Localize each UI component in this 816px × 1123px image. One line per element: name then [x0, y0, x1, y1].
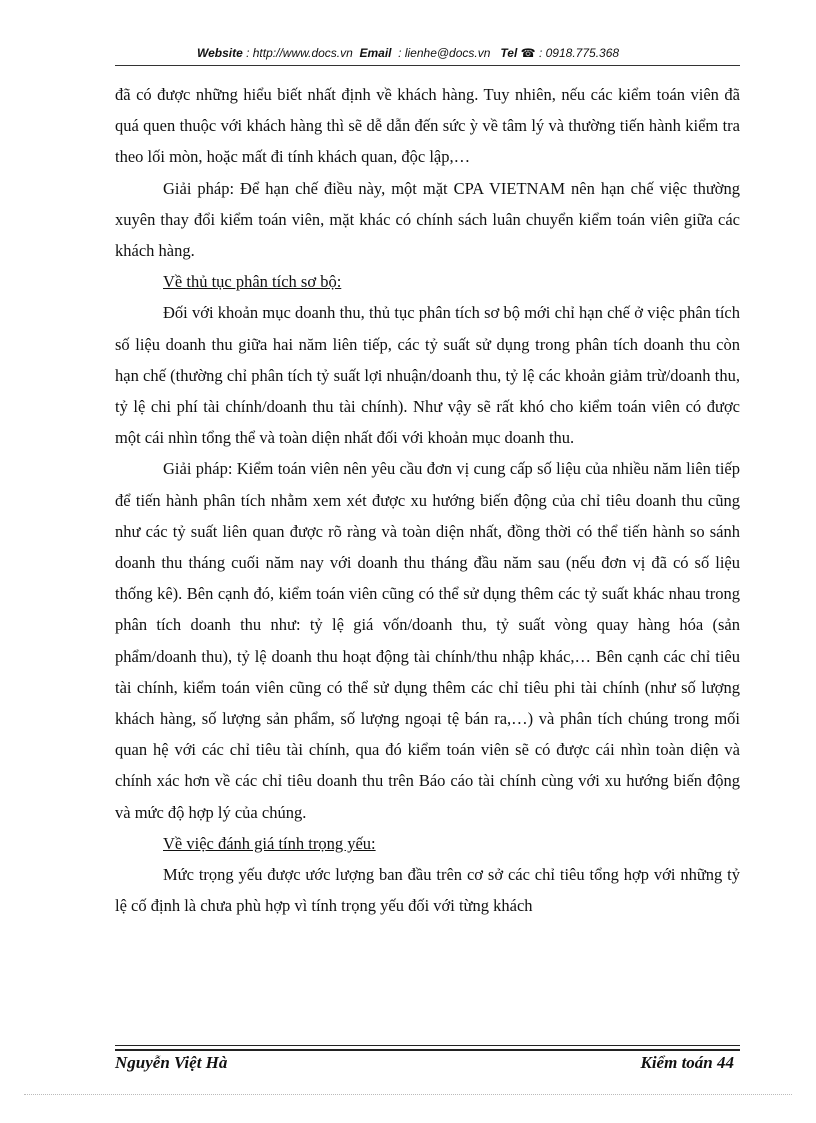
page-edge-divider — [24, 1094, 792, 1095]
paragraph: Giải pháp: Kiểm toán viên nên yêu cầu đơn vị cung cấp số liệu của nhiều năm liên tiếp để tiến hành phân tích nhằm xem xét được xu hướng biến động của chỉ tiêu doanh thu cũng như các tỷ suất liên quan được rõ ràng và toàn diện nhất, đồng thời có thể tiến hành so sánh doanh thu tháng cuối năm nay với doanh thu tháng đầu năm sau (nếu đơn vị đã có số liệu thống kê). Bên cạnh đó, kiểm toán viên cũng có thể sử dụng thêm các tỷ suất khác nhau trong phân tích doanh thu như: tỷ lệ giá vốn/doanh thu, tỷ suất vòng quay hàng hóa (sản phẩm/doanh thu), tỷ lệ doanh thu hoạt động tài chính/thu nhập khác,… Bên cạnh các chỉ tiêu tài chính, kiểm toán viên cũng có thể sử dụng thêm các chỉ tiêu phi tài chính (như số lượng khách hàng, số lượng sản phẩm, số lượng ngoại tệ bán ra,…) và phân tích chúng trong mối quan hệ với các chỉ tiêu tài chính, qua đó kiểm toán viên sẽ có được cái nhìn toàn diện và chính xác hơn về các chỉ tiêu doanh thu trên Báo cáo tài chính cùng với xu hướng biến động và mức độ hợp lý của chúng. — [115, 459, 740, 822]
page-footer — [115, 1053, 740, 1073]
phone-icon: ☎ — [520, 46, 536, 60]
section-heading — [115, 828, 740, 859]
footer-author: Nguyễn Việt Hà — [115, 1053, 228, 1072]
paragraph: Mức trọng yếu được ước lượng ban đầu trên cơ sở các chỉ tiêu tổng hợp với những tỷ lệ cố định là chưa phù hợp vì tính trọng yếu đối với từng khách — [115, 865, 740, 916]
section-heading-text: Về thủ tục phân tích sơ bộ: — [163, 272, 342, 292]
paragraph: Giải pháp: Để hạn chế điều này, một mặt CPA VIETNAM nên hạn chế việc thường xuyên thay đổi kiểm toán viên, mặt khác có chính sách luân chuyển kiểm toán viên giữa các khách hàng. — [115, 178, 740, 261]
page-header — [0, 46, 816, 60]
footer-divider — [115, 1045, 740, 1046]
footer-page-label: Kiểm toán 44 — [640, 1053, 734, 1072]
document-body — [115, 79, 740, 921]
paragraph: đã có được những hiểu biết nhất định về khách hàng. Tuy nhiên, nếu các kiểm toán viên đã quá quen thuộc với khách hàng thì sẽ dễ dẫn đến sức ỳ về tâm lý và thường tiến hành kiểm tra theo lối mòn, hoặc mất đi tính khách quan, độc lập,… — [115, 85, 740, 167]
tel-label: Tel — [500, 46, 518, 60]
footer-divider-thick — [115, 1049, 740, 1051]
section-heading — [115, 266, 740, 297]
paragraph: Đối với khoản mục doanh thu, thủ tục phân tích sơ bộ mới chỉ hạn chế ở việc phân tích số liệu doanh thu giữa hai năm liên tiếp, các tỷ suất sử dụng trong phân tích doanh thu còn hạn chế (thường chỉ phân tích tỷ suất lợi nhuận/doanh thu, tỷ lệ các khoản giảm trừ/doanh thu, tỷ lệ chi phí tài chính/doanh thu tài chính). Như vậy sẽ rất khó cho kiểm toán viên có được một cái nhìn tổng thể và toàn diện nhất đối với khoản mục doanh thu. — [115, 303, 740, 448]
website-value: : http://www.docs.vn — [246, 46, 353, 60]
email-label: Email — [359, 46, 392, 60]
website-label: Website — [196, 46, 243, 60]
section-heading-text: Về việc đánh giá tính trọng yếu: — [163, 833, 376, 853]
tel-value: : 0918.775.368 — [538, 46, 620, 60]
email-value: : lienhe@docs.vn — [398, 46, 491, 60]
header-divider — [115, 65, 740, 66]
